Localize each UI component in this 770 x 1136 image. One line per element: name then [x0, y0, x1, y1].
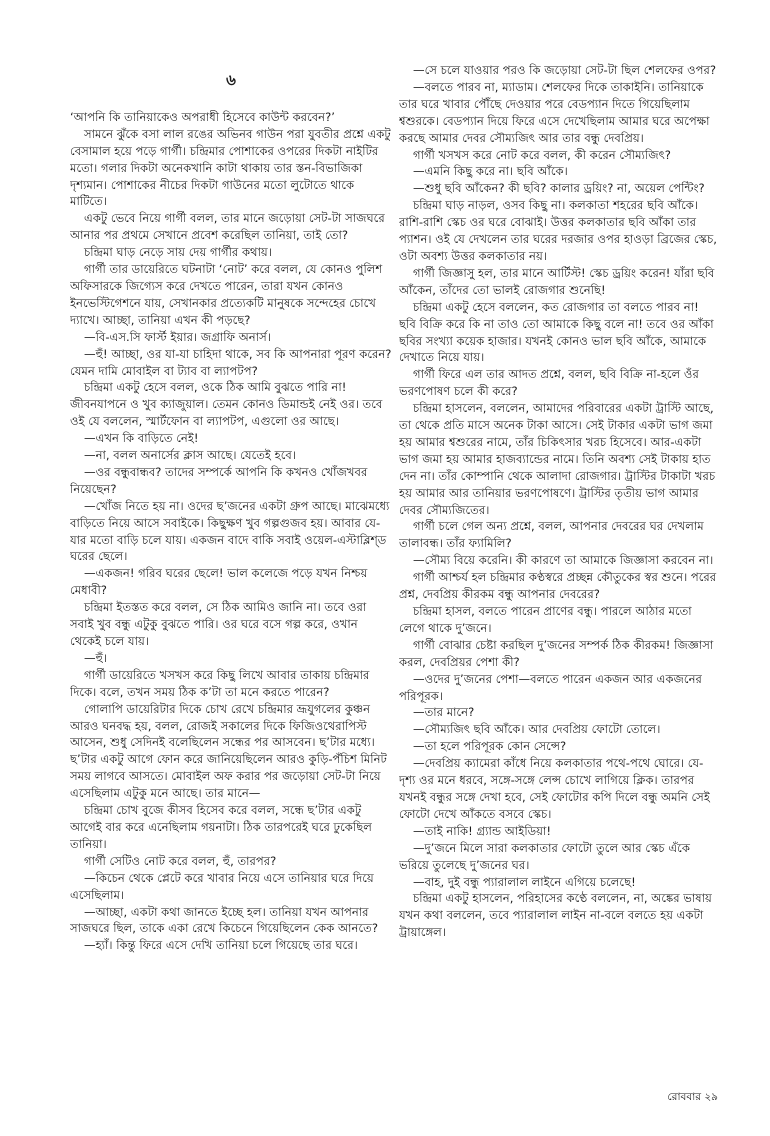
paragraph: —সৌম্যজিৎ ছবি আঁকে। আর দেবপ্রিয় ফোটো তোলে।	[413, 722, 661, 737]
paragraph: গার্গী বোঝার চেষ্টা করছিল দু’জনের সম্পর্ক ঠিক কীরকম! জিজ্ঞাসা করল, দেবপ্রিয়র পেশা কী?	[399, 637, 714, 669]
paragraph: চন্দ্রিমা হাসল, বলতে পারেন প্রাণের বন্ধু। পারলে আঠার মতো লেগে থাকে দু’জনে।	[399, 604, 692, 635]
paragraph: গার্গী জিজ্ঞাসু হল, তার মানে আর্টিস্ট! স্কেচ ড্রয়িং করেন! যাঁরা ছবি আঁকেন, তাঁদের তো ভালই রোজগার শুনেছি!	[399, 265, 715, 297]
paragraph: —সে চলে যাওয়ার পরও কি জড়োয়া সেট-টা ছিল শেলফের ওপর?	[413, 63, 717, 77]
paragraph: —দু’জনে মিলে সারা কলকাতার ফোটো তুলে আর স্কেচ এঁকে ভরিয়ে তুলেছে দু’জনের ঘর।	[399, 840, 690, 872]
paragraph: —একজন! গরিব ঘরের ছেলে! ভাল কলেজে পড়ে যখন নিশ্চয় মেধাবী?	[70, 566, 368, 598]
paragraph: চন্দ্রিমা ঘাড় নাড়ল, ওসব কিছু না। কলকাতা শহরের ছবি আঁকে। রাশি-রাশি স্কেচ ওর ঘরে বোঝাই। উত্তর কলকাতার ছবি আঁকা তার প্যাশন। ওই যে দেখলেন তার ঘরের দরজার ওপর হাওড়া ব্রিজের স্কেচ, ওটা অবশ্য উত্তর কলকাতার নয়।	[399, 198, 717, 263]
paragraph: —বলতে পারব না, ম্যাডাম। শেলফের দিকে তাকাইনি। তানিয়াকে তার ঘরে খাবার পৌঁছে দেওয়ার পরে বেডপ্যান দিতে গিয়েছিলাম শ্বশুরকে। বেডপ্যান দিয়ে ফিরে এসে দেখেছিলাম আমার ঘরে অপেক্ষা করছে আমার দেবর সৌম্যজিৎ আর তার বন্ধু দেবপ্রিয়।	[399, 79, 710, 145]
paragraph: —ওদের দু’জনের পেশা—বলতে পারেন একজন আর একজনের পরিপূরক।	[399, 671, 702, 703]
paragraph: —তা হলে পরিপূরক কোন সেন্সে?	[413, 739, 567, 754]
paragraph: গোলাপি ডায়েরিটার দিকে চোখ রেখে চন্দ্রিমার ভ্রূযুগলের কুঞ্চন আরও ঘনবদ্ধ হয়, বলল, রোজই সকালের দিকে ফিজিওথেরাপিস্ট আসেন, শুধু সেদিনই বলেছিলেন সন্ধের পর আসবেন। ছ’টার মধ্যে। ছ’টার একটু আগে ফোন করে জানিয়েছিলেন আরও কুড়ি-পঁচিশ মিনিট সময় লাগবে আসতে। মোবাইল অফ করার পর জড়োয়া সেট-টা নিয়ে এসেছিলাম এটুকু মনে আছে। তার মানে—	[70, 701, 387, 801]
paragraph: চন্দ্রিমা একটু হেসে বলল, ওকে ঠিক আমি বুঝতে পারি না! জীবনযাপনে ও খুব ক্যাজুয়াল। তেমন কোনও ডিমান্ডই নেই ওর। তবে ওই যে বললেন, স্মার্টফোন বা ল্যাপটপ, এগুলো ওর আছে।	[70, 380, 383, 429]
paragraph: —ওর বন্ধুবান্ধব? তাদের সম্পর্কে আপনি কি কখনও খোঁজখবর নিয়েছেন?	[70, 464, 368, 496]
paragraph: চন্দ্রিমা ইতস্তত করে বলল, সে ঠিক আমিও জানি না। তবে ওরা সবাই খুব বন্ধু এটুকু বুঝতে পারি। ওর ঘরে বসে গল্প করে, ওখান থেকেই চলে যায়।	[70, 600, 367, 648]
paragraph: গার্গী তার ডায়েরিতে ঘটনাটা ‘নোট’ করে বলল, যে কোনও পুলিশ অফিসারকে জিগ্যেস করে দেখতে পারেন, তারা যখন কোনও ইনভেস্টিগেশনে যায়, সেখানকার প্রত্যেকটি মানুষকে সন্দেহের চোখে দ্যাখে। আচ্ছা, তানিয়া এখন কী পড়ছে?	[70, 262, 383, 327]
paragraph: —এমনি কিছু করে না। ছবি আঁকে।	[413, 164, 568, 179]
paragraph: গার্গী সেটিও নোট করে বলল, হুঁ, তারপর?	[84, 853, 277, 868]
paragraph: —বাহ, দুই বন্ধু প্যারালাল লাইনে এগিয়ে চলেছে!	[413, 874, 636, 889]
page-footer: রোববার ২৯	[667, 1091, 718, 1103]
chapter-number: ৬	[226, 71, 236, 89]
paragraph: —খোঁজ নিতে হয় না। ওদের ছ’জনের একটা গ্রুপ আছে। মাঝেমধ্যে বাড়িতে নিয়ে আসে সবাইকে। কিছুক্ষণ খুব গল্পগুজব হয়। আবার যে-যার মতো বাড়ি চলে যায়। একজন বাদে বাকি সবাই ওয়েল-এস্টাব্লিশ্‌ড ঘরের ছেলে।	[70, 498, 390, 564]
paragraph: চন্দ্রিমা হাসলেন, বললেন, আমাদের পরিবারের একটা ট্রাস্টি আছে, তা থেকে প্রতি মাসে অনেক টাকা আসে। সেই টাকার একটা ভাগ জমা হয় আমার শ্বশুরের নামে, তাঁর চিকিৎসার খরচ হিসেবে। আর-একটা ভাগ জমা হয় আমার হাজব্যান্ডের নামে। তিনি অবশ্য সেই টাকায় হাত দেন না। তাঁর কোম্পানি থেকে আলাদা রোজগার। ট্রাস্টির টাকাটা খরচ হয় আমার আর তানিয়ার ভরণপোষণে। ট্রাস্টির তৃতীয় ভাগ আমার দেবর সৌম্যজিতের।	[399, 401, 716, 517]
paragraph: —শুধু ছবি আঁকেন? কী ছবি? কালার ড্রয়িং? না, অয়েল পেন্টিং?	[413, 181, 705, 196]
paragraph: —তাই নাকি! গ্র্যান্ড আইডিয়া!	[413, 823, 552, 838]
paragraph: —দেবপ্রিয় ক্যামেরা কাঁধে নিয়ে কলকাতার পথে-পথে ঘোরে। যে-দৃশ্য ওর মনে ধরবে, সঙ্গে-সঙ্গে লেন্স চোখে লাগিয়ে ক্লিক। তারপর যখনই বন্ধুর সঙ্গে দেখা হবে, সেই ফোটোর কপি দিলে বন্ধু অমনি সেই ফোটো দেখে আঁকতে বসবে স্কেচ।	[399, 756, 710, 821]
paragraph: সামনে ঝুঁকে বসা লাল রঙের অভিনব গাউন পরা যুবতীর প্রশ্নে একটু বেসামাল হয়ে পড়ে গার্গী। চন্দ্রিমার পোশাকের ওপরের দিকটা নাইটির মতো। গলার দিকটা অনেকখানি কাটা থাকায় তার স্তন-বিভাজিকা দৃশ্যমান। পোশাকের নীচের দিকটা গাউনের মতো লুটোতে থাকে মাটিতে।	[70, 126, 391, 209]
paragraph: —হুঁ।	[84, 650, 108, 665]
paragraph: গার্গী আশ্চর্য হল চন্দ্রিমার কণ্ঠস্বরে প্রচ্ছন্ন কৌতুকের স্বর শুনে। পরের প্রশ্ন, দেবপ্রিয় কীরকম বন্ধু আপনার দেবরের?	[399, 570, 717, 602]
right-column	[399, 62, 717, 1072]
paragraph: ‘আপনি কি তানিয়াকেও অপরাধী হিসেবে কাউন্ট করবেন?’	[70, 109, 335, 124]
paragraph: গার্গী ফিরে এল তার আদত প্রশ্নে, বলল, ছবি বিক্রি না-হলে ওঁর ভরণপোষণ চলে কী করে?	[399, 367, 699, 399]
paragraph: —না, বলল অনার্সের ক্লাস আছে। যেতেই হবে।	[84, 448, 296, 463]
paragraph: চন্দ্রিমা একটু হাসলেন, পরিহাসের কণ্ঠে বললেন, না, অঙ্কের ভাষায় যখন কথা বললেন, তবে প্যারালাল লাইন না-বলে বলতে হয় একটা ট্রায়াঙ্গেল।	[399, 891, 712, 940]
paragraph: চন্দ্রিমা চোখ বুজে কীসব হিসেব করে বলল, সন্ধে ছ’টার একটু আগেই বার করে এনেছিলাম গয়নাটা। ঠিক তারপরেই ঘরে ঢুকেছিল তানিয়া।	[70, 803, 372, 851]
paragraph: —আচ্ছা, একটা কথা জানতে ইচ্ছে হল। তানিয়া যখন আপনার সাজঘরে ছিল, তাকে একা রেখে কিচেনে গিয়েছিলেন কেক আনতে?	[70, 904, 378, 936]
paragraph: —হুঁ! আচ্ছা, ওর যা-যা চাহিদা থাকে, সব কি আপনারা পূরণ করেন? যেমন দামি মোবাইল বা ট্যাব বা ল্যাপটপ?	[70, 346, 392, 378]
paragraph: —হ্যাঁ। কিন্তু ফিরে এসে দেখি তানিয়া চলে গিয়েছে তার ঘরে।	[84, 938, 358, 953]
paragraph: গার্গী চলে গেল অন্য প্রশ্নে, বলল, আপনার দেবরের ঘর দেখলাম তালাবন্ধ। তাঁর ফ্যামিলি?	[399, 519, 704, 551]
paragraph: —কিচেন থেকে প্লেটে করে খাবার নিয়ে এসে তানিয়ার ঘরে দিয়ে এসেছিলাম।	[70, 870, 374, 902]
left-column	[70, 58, 392, 1088]
paragraph: —তার মানে?	[413, 705, 475, 720]
paragraph: গার্গী ডায়েরিতে খসখস করে কিছু লিখে আবার তাকায় চন্দ্রিমার দিকে। বলে, তখন সময় ঠিক ক’টা তা মনে করতে পারেন?	[70, 667, 370, 699]
paragraph: —বি-এস.সি ফার্স্ট ইয়ার। জগ্রাফি অনার্স।	[84, 329, 271, 344]
paragraph: —সৌম্য বিয়ে করেনি। কী কারণে তা আমাকে জিজ্ঞাসা করবেন না।	[413, 553, 714, 568]
paragraph: চন্দ্রিমা ঘাড় নেড়ে সায় দেয় গার্গীর কথায়।	[84, 245, 272, 260]
paragraph: চন্দ্রিমা একটু হেসে বললেন, কত রোজগার তা বলতে পারব না! ছবি বিক্রি করে কি না তাও তো আমাকে কিছু বলে না! তবে ওর আঁকা ছবির সংখ্যা কয়েক হাজার। যখনই কোনও ভাল ছবি আঁকে, আমাকে দেখাতে নিয়ে যায়।	[399, 299, 714, 365]
paragraph: —এখন কি বাড়িতে নেই!	[84, 431, 199, 446]
paragraph: একটু ভেবে নিয়ে গার্গী বলল, তার মানে জড়োয়া সেট-টা সাজঘরে আনার পর প্রথমে সেখানে প্রবেশ করেছিল তানিয়া, তাই তো?	[70, 211, 385, 243]
paragraph: গার্গী খসখস করে নোট করে বলল, কী করেন সৌম্যজিৎ?	[413, 147, 671, 162]
